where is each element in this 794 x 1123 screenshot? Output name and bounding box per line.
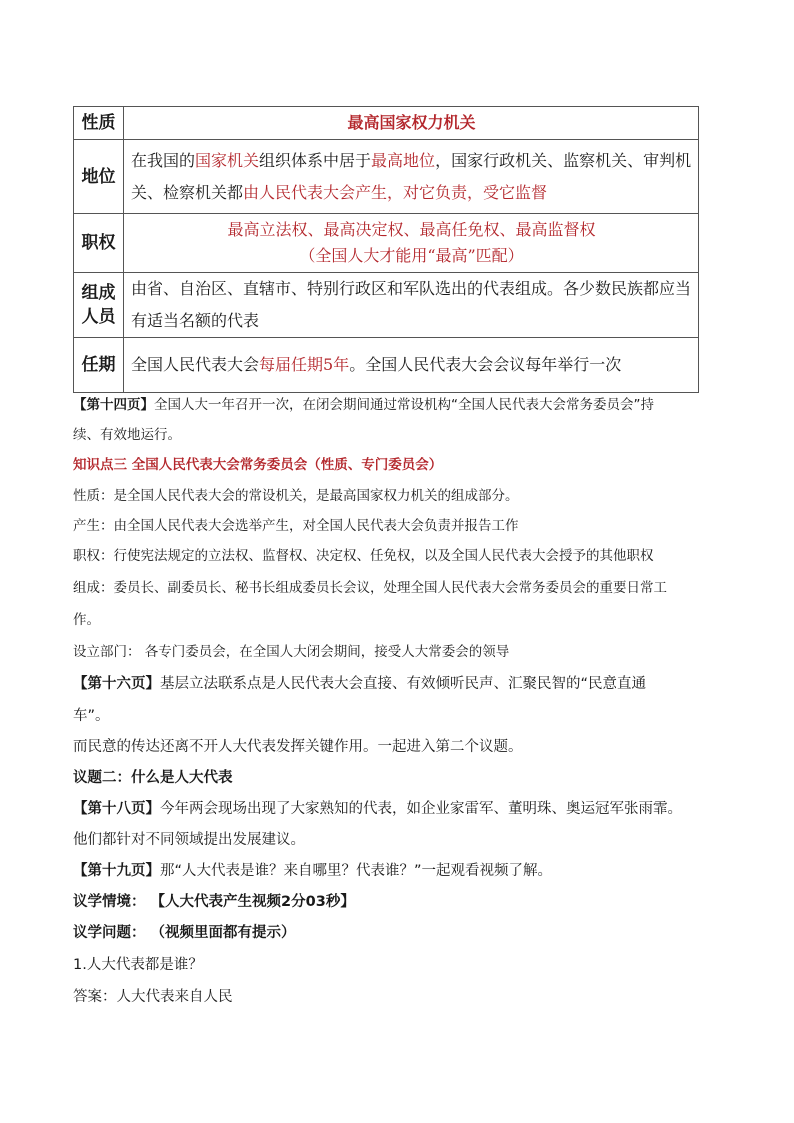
answer-line: 答案：人大代表来自人民 (73, 989, 233, 1005)
highlight-segment: 最高地位 (371, 150, 436, 170)
paragraph-p18 (73, 799, 682, 819)
row-label: 性质 (74, 107, 124, 140)
text-segment: ，国家行政机关、监察机关、审判机关、检察机关都 (131, 150, 692, 202)
text-segment: 。全国人民代表大会会议每年举行一次 (349, 355, 622, 374)
table-row (74, 338, 699, 393)
paragraph-continuation: 车”。 (73, 708, 110, 724)
page-tag: 【第十九页】 (73, 863, 160, 879)
paragraph-text: 而民意的传达还离不开人大代表发挥关键作用。一起进入第二个议题。 (73, 739, 523, 755)
row-content (124, 338, 699, 393)
paragraph-continuation: 续、有效地运行。 (73, 427, 181, 443)
row-label-line: 人员 (81, 307, 116, 327)
powers-note: （全国人大才能用“最高”匹配） (299, 246, 524, 265)
origin-line: 产生：由全国人民代表大会选举产生，对全国人民代表大会负责并报告工作 (73, 518, 519, 534)
page-tag: 【第十六页】 (73, 676, 160, 692)
knowledge-point-heading: 知识点三 全国人民代表大会常务委员会（性质、专门委员会） (73, 457, 443, 473)
question-item: 1.人大代表都是谁？ (73, 957, 203, 973)
paragraph-p19 (73, 861, 552, 881)
highlight-segment: 每届任期5年 (259, 355, 350, 374)
row-content: 最高国家权力机关 (124, 107, 699, 140)
highlight-segment: 国家机关 (195, 150, 260, 170)
row-label: 职权 (74, 214, 124, 273)
paragraph-text: 那“人大代表是谁？来自哪里？代表谁？”一起观看视频了解。 (160, 863, 553, 879)
row-label: 任期 (74, 338, 124, 393)
paragraph-text: 今年两会现场出现了大家熟知的代表，如企业家雷军、董明珠、奥运冠军张雨霏。 (160, 801, 682, 817)
table-row (74, 214, 699, 273)
row-label (74, 273, 124, 338)
page-tag: 【第十八页】 (73, 801, 160, 817)
table-row (74, 140, 699, 214)
highlight-segment: 由人民代表大会产生，对它负责，受它监督 (243, 182, 548, 202)
question-line: 议学问题： （视频里面都有提示） (73, 925, 296, 941)
paragraph-p16 (73, 674, 646, 694)
paragraph-continuation: 他们都针对不同领域提出发展建议。 (73, 832, 305, 848)
row-content (124, 140, 699, 214)
powers-text: 职权：行使宪法规定的立法权、监督权、决定权、任免权，以及全国人民代表大会授予的其他职权 (73, 548, 654, 564)
text-segment: 在我国的 (131, 150, 196, 170)
npc-info-table (73, 106, 699, 393)
page-tag: 【第十四页】 (73, 397, 154, 413)
row-label: 地位 (74, 140, 124, 214)
table-row (74, 107, 699, 140)
row-content (124, 214, 699, 273)
powers-line: 最高立法权、最高决定权、最高任免权、最高监督权 (227, 220, 596, 239)
nature-line: 性质：是全国人民代表大会的常设机关，是最高国家权力机关的组成部分。 (73, 488, 519, 504)
text-segment: 组织体系中居于 (259, 150, 372, 170)
situation-line: 议学情境： 【人大代表产生视频2分03秒】 (73, 894, 355, 910)
row-label-line: 组成 (81, 283, 116, 303)
table-row (74, 273, 699, 338)
composition-continuation: 作。 (73, 612, 100, 628)
paragraph-text: 全国人大一年召开一次，在闭会期间通过常设机构“全国人民代表大会常务委员会”持 (154, 397, 654, 413)
text-segment: 全国人民代表大会 (131, 355, 260, 374)
topic-heading: 议题二：什么是人大代表 (73, 770, 233, 786)
composition-line: 组成：委员长、副委员长、秘书长组成委员长会议，处理全国人民代表大会常务委员会的重要日常工 (73, 580, 667, 596)
paragraph-text: 基层立法联系点是人民代表大会直接、有效倾听民声、汇聚民智的“民意直通 (160, 676, 647, 692)
paragraph-p14 (73, 395, 654, 415)
department-line: 设立部门： 各专门委员会，在全国人大闭会期间，接受人大常委会的领导 (73, 644, 510, 660)
row-content: 由省、自治区、直辖市、特别行政区和军队选出的代表组成。各少数民族都应当有适当名额的代表 (124, 273, 699, 338)
